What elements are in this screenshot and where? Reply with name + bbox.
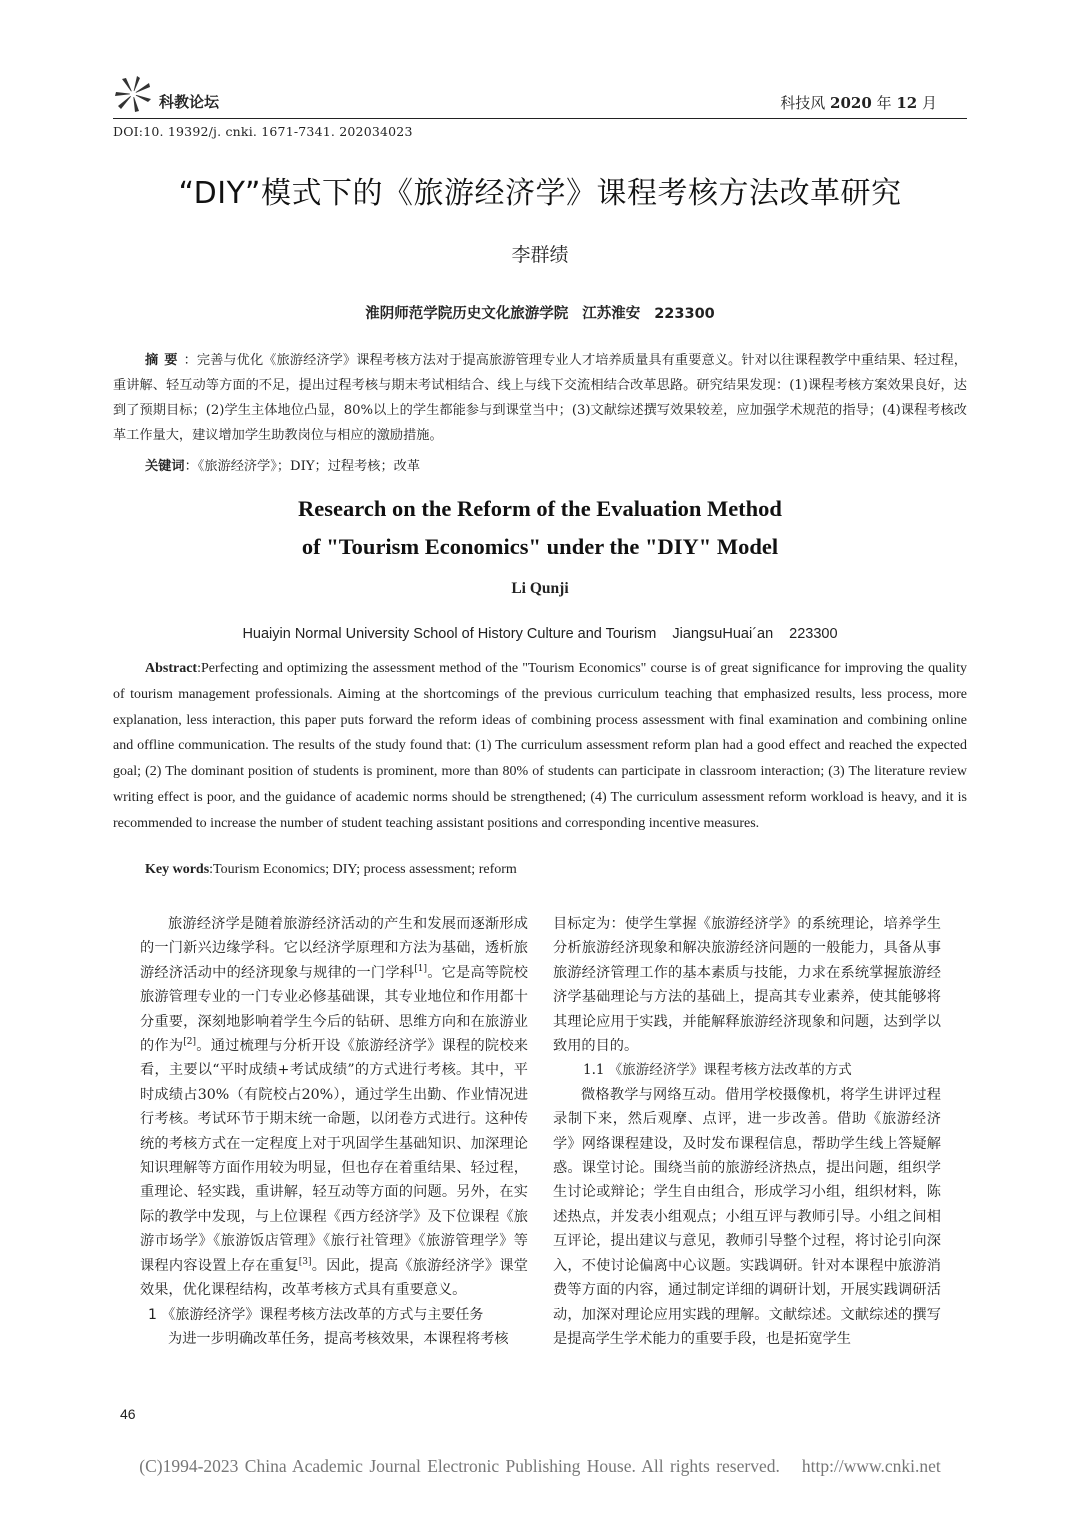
english-author: Li Qunji — [511, 580, 569, 597]
article-author: 李群绩 — [511, 244, 569, 266]
english-title: Research on the Reform of the Evaluation Method of "Tourism Economics" under the "DIY" Model — [298, 496, 782, 559]
abstract-en: Abstract:Perfecting and optimizing the assessment method of the "Tourism Economics" course is of great significance for improving the quality of tourism management professionals. Aiming at the shortcomings of the previous curriculum teaching that emphasized results, less process, more explanation, less interaction, this paper puts forward the reform ideas of combining process assessment with final examination and combining online and offline communication. The results of the study found that: (1) The curriculum assessment reform plan had a good effect and reached the expected goal; (2) The dominant position of students is prominent, more than 80% of students can participate in classroom interaction; (3) The literature review writing effect is poor, and the guidance of academic norms should be strengthened; (4) The curriculum assessment reform workload is heavy, and it is recommended to increase the number of student teaching assistant positions and corresponding incentive measures. — [113, 661, 967, 831]
abstract-cn — [113, 348, 967, 448]
english-affiliation: Huaiyin Normal University School of History Culture and Tourism JiangsuHuai´an 223300 — [242, 626, 838, 642]
abstract-cn-label: 摘要 — [145, 353, 184, 368]
author-affiliation: 淮阴师范学院历史文化旅游学院 江苏淮安 223300 — [365, 306, 715, 322]
citation-3[interactable]: [3] — [298, 1256, 312, 1267]
journal-header — [113, 74, 219, 114]
citation-2[interactable]: [2] — [183, 1037, 197, 1048]
body-paragraph: 旅游经济学是随着旅游经济活动的产生和发展而逐渐形成的一门新兴边缘学科。它以经济学原理和方法为基础，透析旅游经济活动中的经济现象与规律的一门学科[1]。它是高等院校旅游管理专业的一门专业必修基础课，其专业地位和作用都十分重要，深刻地影响着学生今后的钻研、思维方向和在旅游业的作为[2]。通过梳理与分析开设《旅游经济学》课程的院校来看，主要以“平时成绩+考试成绩”的方式进行考核。其中，平时成绩占30%（有院校占20%），通过学生出勤、作业情况进行考核。考试环节于期末统一命题，以闭卷方式进行。这种传统的考核方式在一定程度上对于巩固学生基础知识、加深理论知识理解等方面作用较为明显，但也存在着重结果、轻过程，重理论、轻实践，重讲解，轻互动等方面的问题。另外，在实际的教学中发现，与上位课程《西方经济学》及下位课程《旅游市场学》《旅游饭店管理》《旅行社管理》《旅游管理学》等课程内容设置上存在重复[3]。因此，提高《旅游经济学》课堂效果，优化课程结构，改革考核方式具有重要意义。 — [140, 916, 528, 1299]
keywords-en: Key words:Tourism Economics; DIY; process assessment; reform — [145, 862, 517, 877]
body-paragraph: 微格教学与网络互动。借用学校摄像机，将学生讲评过程录制下来，然后观摩、点评，进一步改善。借助《旅游经济学》网络课程建设，及时发布课程信息，帮助学生线上答疑解惑。课堂讨论。围绕当前的旅游经济热点，提出问题，组织学生讨论或辩论；学生自由组合，形成学习小组，组织材料，陈述热点，并发表小组观点；小组互评与教师引导。小组之间相互评论，提出建议与意见，教师引导整个过程，将讨论引向深入，不使讨论偏离中心议题。实践调研。针对本课程中旅游消费等方面的内容，通过制定详细的调研计划，开展实践调研活动，加深对理论应用实践的理解。文献综述。文献综述的撰写是提高学生学术能力的重要手段，也是拓宽学生 — [553, 1086, 941, 1347]
page-number: 46 — [120, 1406, 136, 1422]
body-paragraph: 目标定为：使学生掌握《旅游经济学》的系统理论，培养学生分析旅游经济现象和解决旅游经济问题的一般能力，具备从事旅游经济管理工作的基本素质与技能，力求在系统掌握旅游经济学基础理论与方法的基础上，提高其专业素养，使其能够将其理论应用于实践，并能解释旅游经济现象和问题，达到学以致用的目的。 — [553, 916, 941, 1055]
article-title: “DIY”模式下的《旅游经济学》课程考核方法改革研究 — [178, 176, 902, 211]
keywords-cn: 关键词：《旅游经济学》；DIY；过程考核；改革 — [145, 459, 421, 474]
body-right-column — [553, 912, 941, 1351]
issue-info: 科技风 2020 年 12 月 — [780, 94, 937, 112]
cnki-link[interactable]: http://www.cnki.net — [801, 1456, 941, 1476]
section-heading-1: 1 《旅游经济学》课程考核方法改革的方式与主要任务 — [148, 1306, 484, 1323]
section-heading-1-1: 1.1 《旅游经济学》课程考核方法改革的方式 — [583, 1062, 852, 1079]
journal-column-name: 科教论坛 — [159, 92, 220, 111]
header-rule — [113, 118, 967, 119]
citation-1[interactable]: [1] — [414, 963, 427, 974]
doi: DOI:10. 19392/j. cnki. 1671-7341. 202034023 — [113, 124, 413, 139]
copyright-footer: (C)1994-2023 China Academic Journal Electronic Publishing House. All rights reserved. http://www.cnki.net — [139, 1456, 941, 1476]
abstract-cn-text: ：完善与优化《旅游经济学》课程考核方法对于提高旅游管理专业人才培养质量具有重要意义。针对以往课程教学中重结果、轻过程，重讲解、轻互动等方面的不足，提出过程考核与期末考试相结合、线上与线下交流相结合改革思路。研究结果发现：(1)课程考核方案效果良好，达到了预期目标；(2)学生主体地位凸显，80%以上的学生都能参与到课堂当中；(3)文献综述撰写效果较差，应加强学术规范的指导；(4)课程考核改革工作量大，建议增加学生助教岗位与相应的激励措施。 — [113, 353, 967, 443]
journal-logo-icon — [113, 74, 153, 114]
body-paragraph: 为进一步明确改革任务，提高考核效果，本课程将考核 — [168, 1330, 509, 1347]
body-left-column — [140, 912, 528, 1351]
